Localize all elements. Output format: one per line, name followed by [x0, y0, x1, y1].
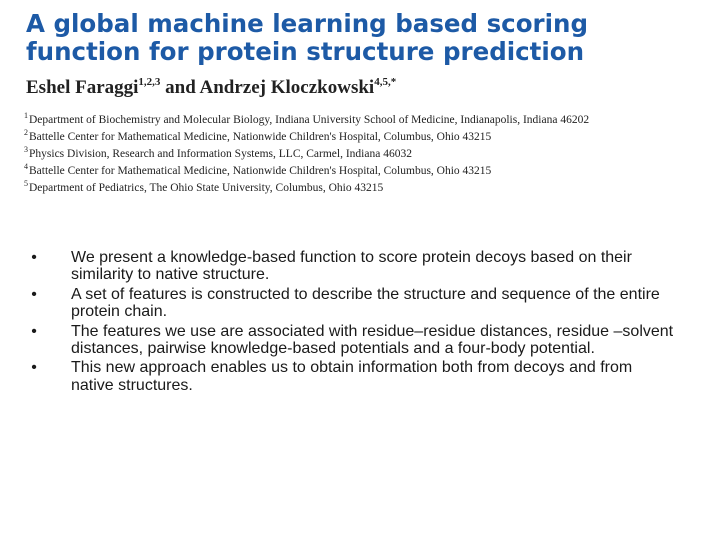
author-connector: and [165, 77, 196, 98]
bullet-marker: • [31, 322, 37, 340]
affiliation-item [24, 107, 590, 126]
affiliation-list [24, 107, 590, 194]
bullet-text: A set of features is constructed to describe the structure and sequence of the entire protein chain. [71, 285, 660, 321]
affiliation-number: 3 [24, 145, 28, 154]
author-name: Andrzej Kloczkowski [199, 77, 375, 98]
author-name: Eshel Faraggi [26, 77, 139, 98]
affiliation-text: Department of Pediatrics, The Ohio State University, Columbus, Ohio 43215 [29, 182, 384, 194]
bullet-item [28, 249, 678, 284]
affiliation-number: 1 [24, 111, 28, 120]
summary-bullet-list [28, 249, 678, 396]
bullet-text: This new approach enables us to obtain information both from decoys and from native structures. [71, 359, 633, 394]
bullet-marker: • [31, 359, 37, 377]
affiliation-text: Battelle Center for Mathematical Medicine, Nationwide Children's Hospital, Columbus, Ohio 43215 [29, 131, 492, 143]
bullet-item [28, 359, 678, 394]
author-line [26, 76, 396, 99]
affiliation-item [24, 175, 544, 192]
bullet-text: The features we use are associated with residue–residue distances, residue –solvent distances, pairwise knowledge-based potentials and a four-body potential. [71, 322, 674, 358]
paper-title [26, 10, 706, 66]
bullet-item [28, 323, 678, 358]
bullet-item [28, 286, 678, 321]
affiliation-text: Department of Biochemistry and Molecular Biology, Indiana University School of Medicine, Indianapolis, Indiana 46202 [29, 114, 590, 126]
author-affiliation-marks: 4,5,* [374, 76, 397, 88]
affiliation-number: 4 [24, 162, 28, 171]
bullet-marker: • [31, 249, 37, 266]
author-affiliation-marks: 1,2,3 [138, 76, 161, 88]
affiliation-text: Physics Division, Research and Information Systems, LLC, Carmel, Indiana 46032 [29, 148, 412, 160]
bullet-marker: • [31, 285, 37, 303]
title-line-1: A global machine learning based scoring [26, 9, 588, 38]
affiliation-item [24, 158, 544, 175]
affiliation-number: 2 [24, 128, 28, 137]
affiliation-item [24, 141, 544, 158]
bullet-text: We present a knowledge-based function to score protein decoys based on their similarity to native structure. [71, 249, 632, 284]
affiliation-item [24, 124, 544, 141]
affiliation-text: Battelle Center for Mathematical Medicine, Nationwide Children's Hospital, Columbus, Ohio 43215 [29, 165, 492, 177]
affiliation-number: 5 [24, 179, 28, 188]
title-line-2: function for protein structure prediction [26, 37, 585, 66]
